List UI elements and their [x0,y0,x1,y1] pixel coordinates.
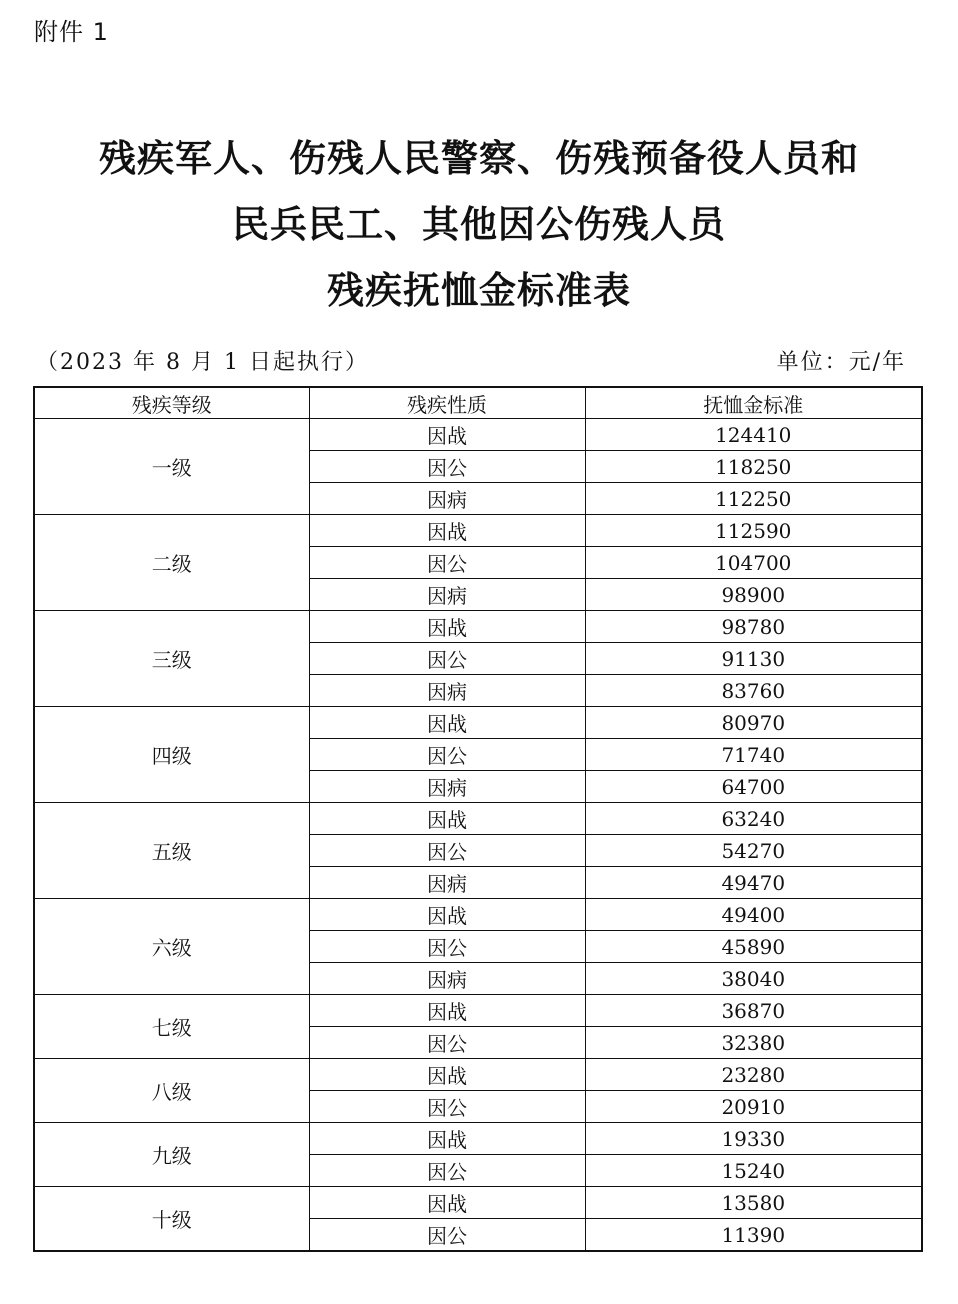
header-pension-amount: 抚恤金标准 [585,387,922,419]
title-line-1: 残疾军人、伤残人民警察、伤残预备役人员和 [99,137,859,180]
disability-nature-cell: 因战 [309,899,585,931]
pension-amount-cell: 118250 [585,451,922,483]
disability-nature-cell: 因战 [309,611,585,643]
table-row [34,419,922,451]
disability-nature-cell: 因病 [309,771,585,803]
table-meta [36,345,906,376]
disability-nature-cell: 因公 [309,931,585,963]
pension-amount-cell: 36870 [585,995,922,1027]
pension-amount-cell: 112590 [585,515,922,547]
pension-amount-cell: 49470 [585,867,922,899]
table-body [34,419,922,1252]
pension-amount-cell: 19330 [585,1123,922,1155]
disability-nature-cell: 因战 [309,803,585,835]
pension-amount-cell: 38040 [585,963,922,995]
disability-grade-cell: 六级 [34,899,309,995]
disability-nature-cell: 因病 [309,579,585,611]
pension-amount-cell: 54270 [585,835,922,867]
pension-amount-cell: 71740 [585,739,922,771]
unit-note: 单位：元/年 [776,350,906,375]
effective-date-note: （2023 年 8 月 1 日起执行） [36,350,369,375]
disability-grade-cell: 八级 [34,1059,309,1123]
table-header-row [34,387,922,419]
pension-amount-cell: 91130 [585,643,922,675]
pension-amount-cell: 124410 [585,419,922,451]
disability-nature-cell: 因公 [309,1155,585,1187]
header-disability-nature: 残疾性质 [309,387,585,419]
disability-nature-cell: 因病 [309,867,585,899]
disability-grade-cell: 三级 [34,611,309,707]
disability-nature-cell: 因战 [309,1059,585,1091]
pension-amount-cell: 104700 [585,547,922,579]
disability-nature-cell: 因病 [309,675,585,707]
disability-nature-cell: 因公 [309,1091,585,1123]
disability-nature-cell: 因公 [309,1027,585,1059]
disability-nature-cell: 因公 [309,739,585,771]
disability-grade-cell: 五级 [34,803,309,899]
attachment-label: 附件 1 [34,18,109,46]
disability-grade-cell: 二级 [34,515,309,611]
disability-nature-cell: 因公 [309,1219,585,1252]
disability-grade-cell: 四级 [34,707,309,803]
disability-grade-cell: 十级 [34,1187,309,1252]
pension-amount-cell: 80970 [585,707,922,739]
title-line-3: 残疾抚恤金标准表 [327,269,631,312]
table-row [34,1187,922,1219]
disability-nature-cell: 因公 [309,451,585,483]
document-title [0,126,958,324]
pension-amount-cell: 32380 [585,1027,922,1059]
disability-grade-cell: 一级 [34,419,309,515]
pension-amount-cell: 23280 [585,1059,922,1091]
pension-amount-cell: 98900 [585,579,922,611]
disability-nature-cell: 因战 [309,1187,585,1219]
pension-amount-cell: 20910 [585,1091,922,1123]
pension-standard-table [33,386,923,1252]
pension-amount-cell: 15240 [585,1155,922,1187]
disability-grade-cell: 九级 [34,1123,309,1187]
disability-grade-cell: 七级 [34,995,309,1059]
disability-nature-cell: 因公 [309,835,585,867]
disability-nature-cell: 因公 [309,547,585,579]
pension-amount-cell: 64700 [585,771,922,803]
table-row [34,1123,922,1155]
table-row [34,803,922,835]
table-row [34,1059,922,1091]
disability-nature-cell: 因战 [309,515,585,547]
disability-nature-cell: 因病 [309,963,585,995]
table-row [34,995,922,1027]
pension-amount-cell: 45890 [585,931,922,963]
disability-nature-cell: 因病 [309,483,585,515]
pension-amount-cell: 13580 [585,1187,922,1219]
header-disability-grade: 残疾等级 [34,387,309,419]
table-row [34,899,922,931]
pension-amount-cell: 112250 [585,483,922,515]
pension-amount-cell: 83760 [585,675,922,707]
table-row [34,707,922,739]
disability-nature-cell: 因战 [309,995,585,1027]
disability-nature-cell: 因战 [309,707,585,739]
pension-amount-cell: 11390 [585,1219,922,1252]
pension-amount-cell: 98780 [585,611,922,643]
disability-nature-cell: 因战 [309,419,585,451]
pension-amount-cell: 49400 [585,899,922,931]
pension-amount-cell: 63240 [585,803,922,835]
disability-nature-cell: 因战 [309,1123,585,1155]
table-row [34,515,922,547]
title-line-2: 民兵民工、其他因公伤残人员 [232,203,726,246]
disability-nature-cell: 因公 [309,643,585,675]
table-row [34,611,922,643]
